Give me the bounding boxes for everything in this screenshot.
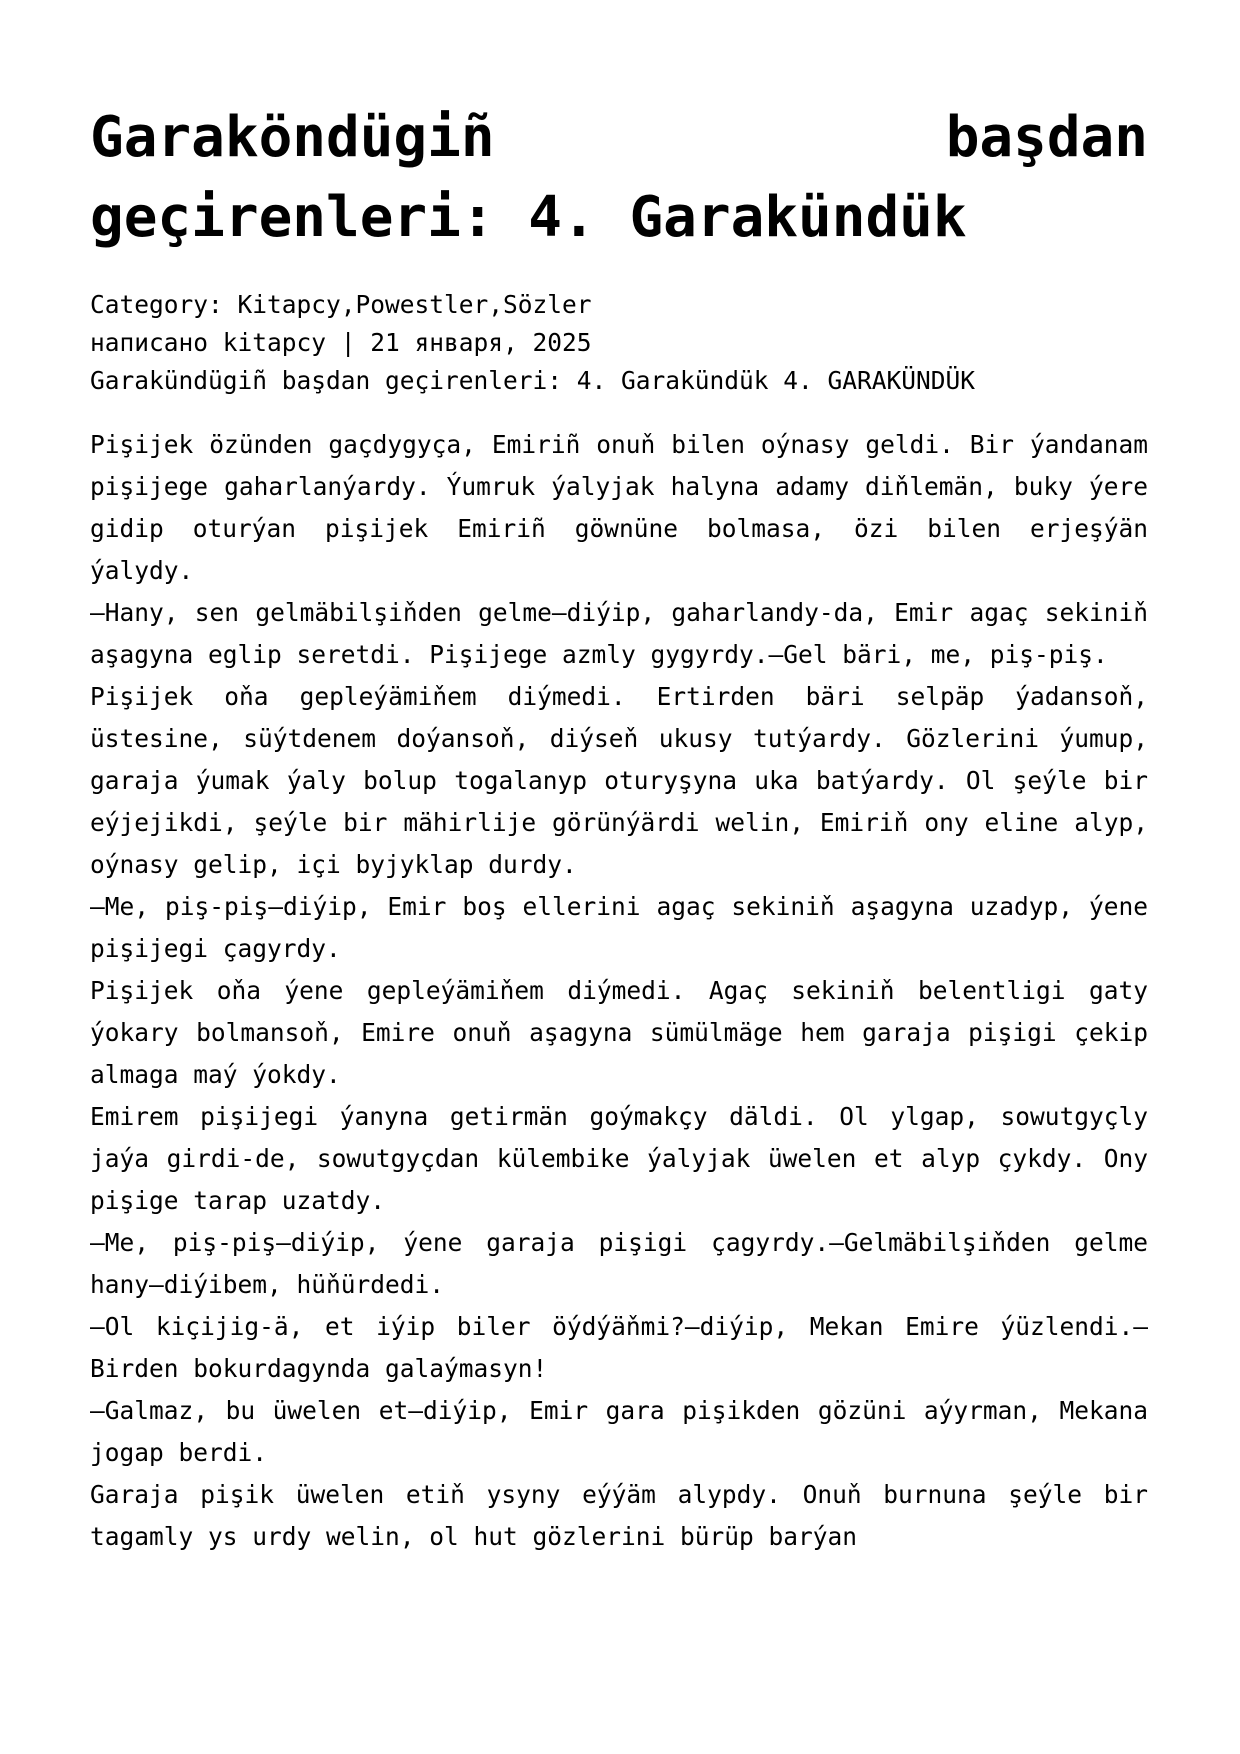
document-page <box>90 98 1148 1558</box>
paragraph: Garaja pişik üwelen etiň ysyny eýýäm alypdy. Onuň burnuna şeýle bir tagamly ys urdy welin, ol hut gözlerini bürüp barýan <box>90 1480 1148 1551</box>
paragraph: —Me, piş-piş—diýip, ýene garaja pişigi çagyrdy.—Gelmäbilşiňden gelme hany—diýibem, hüňürdedi. <box>90 1228 1148 1299</box>
article-body <box>90 424 1148 1558</box>
article-title: Garaköndügiñ başdan geçirenleri: 4. Garakündük <box>90 105 1148 250</box>
subtitle-line: Garakündügiñ başdan geçirenleri: 4. Garakündük 4. GARAKÜNDÜK <box>90 366 976 395</box>
paragraph: —Hany, sen gelmäbilşiňden gelme—diýip, gaharlandy-da, Emir agaç sekiniň aşagyna eglip seretdi. Pişijege azmly gygyrdy.—Gel bäri, me, piş-piş. <box>90 598 1148 669</box>
paragraph: —Ol kiçijig-ä, et iýip biler öýdýäňmi?—diýip, Mekan Emire ýüzlendi.—Birden bokurdagynda galaýmasyn! <box>90 1312 1148 1383</box>
category-line: Category: Kitapcy,Powestler,Sözler <box>90 290 592 319</box>
paragraph: Pişijek oňa gepleýämiňem diýmedi. Ertirden bäri selpäp ýadansoň, üstesine, süýtdenem doýansoň, diýseň ukusy tutýardy. Gözlerini ýumup, garaja ýumak ýaly bolup togalanyp oturyşyna uka batýardy. Ol şeýle bir eýjejikdi, şeýle bir mähirlije görünýärdi welin, Emiriň ony eline alyp, oýnasy gelip, içi byjyklap durdy. <box>90 682 1148 879</box>
paragraph: Pişijek oňa ýene gepleýämiňem diýmedi. Agaç sekiniň belentligi gaty ýokary bolmansoň, Emire onuň aşagyna sümülmäge hem garaja pişigi çekip almaga maý ýokdy. <box>90 976 1148 1089</box>
paragraph: Emirem pişijegi ýanyna getirmän goýmakçy däldi. Ol ylgap, sowutgyçly jaýa girdi-de, sowutgyçdan külembike ýalyjak üwelen et alyp çykdy. Ony pişige tarap uzatdy. <box>90 1102 1148 1215</box>
paragraph: Pişijek özünden gaçdygyça, Emiriñ onuň bilen oýnasy geldi. Bir ýandanam pişijege gaharlanýardy. Ýumruk ýalyjak halyna adamy diňlemän, buky ýere gidip oturýan pişijek Emiriñ göwnüne bolmasa, özi bilen erjeşýän ýalydy. <box>90 430 1148 585</box>
article-meta <box>90 286 1148 400</box>
paragraph: —Galmaz, bu üwelen et—diýip, Emir gara pişikden gözüni aýyrman, Mekana jogap berdi. <box>90 1396 1148 1467</box>
author-date-line: написано kitapcy | 21 января, 2025 <box>90 328 592 357</box>
paragraph: —Me, piş-piş—diýip, Emir boş ellerini agaç sekiniň aşagyna uzadyp, ýene pişijegi çagyrdy. <box>90 892 1148 963</box>
